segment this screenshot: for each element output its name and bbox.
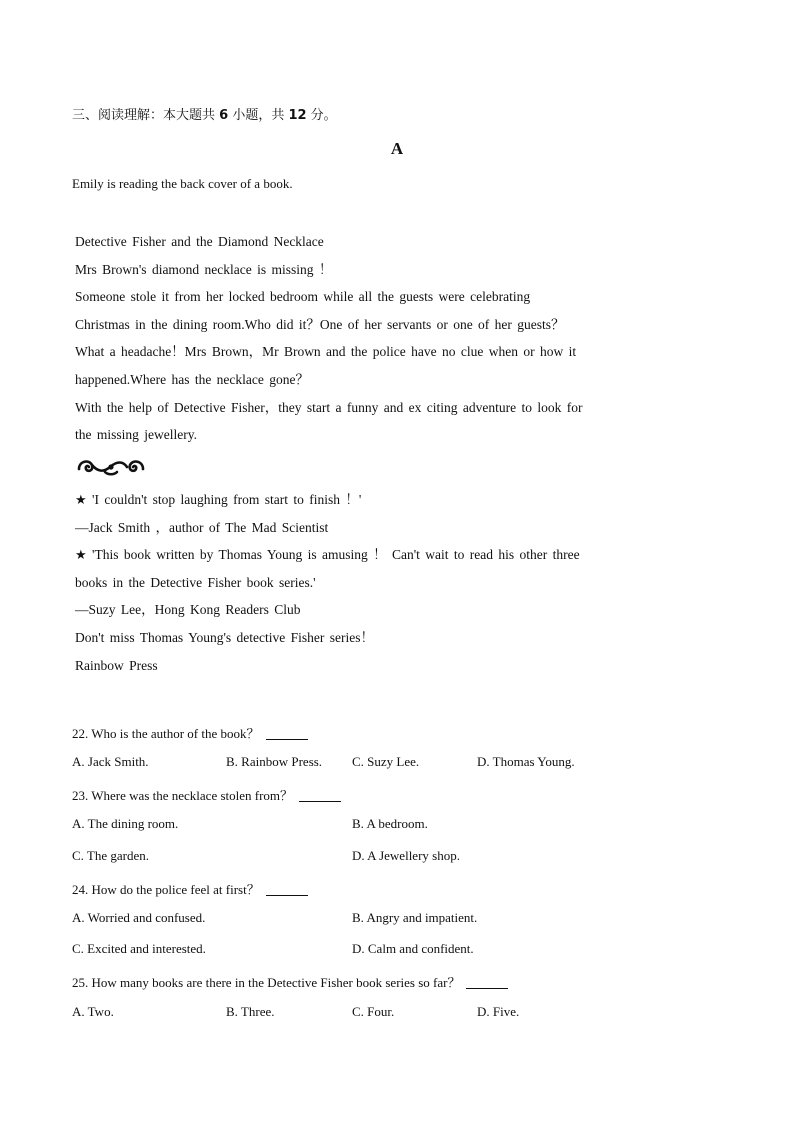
question-23: [72, 785, 341, 804]
passage-intro: Emily is reading the back cover of a book.: [72, 176, 293, 191]
review-quote: [75, 490, 580, 518]
review-quote-text: 'This book written by Thomas Young is amusing ！ Can't wait to read his other three: [86, 547, 580, 563]
star-icon: ★: [75, 493, 87, 508]
scroll-ornament-icon: [75, 456, 147, 478]
question-text: Who is the author of the book？: [88, 726, 260, 741]
publisher: Rainbow Press: [75, 657, 158, 673]
answer-blank[interactable]: [266, 739, 308, 740]
question-text: How do the police feel at first？: [88, 882, 260, 897]
option-a[interactable]: A. The dining room.: [72, 816, 179, 831]
question-count: 6: [219, 108, 229, 123]
question-number: 25.: [72, 975, 89, 990]
cover-line: Someone stole it from her locked bedroom while all the guests were celebrating: [75, 289, 531, 305]
cover-line: Mrs Brown's diamond necklace is missing ！: [75, 261, 333, 277]
cover-line: Christmas in the dining room.Who did it？One of her servants or one of her guests？: [75, 316, 565, 332]
option-c[interactable]: C. The garden.: [72, 848, 150, 863]
cover-line: With the help of Detective Fisher，they start a funny and ex citing adventure to look for: [75, 399, 583, 415]
option-b[interactable]: B. A bedroom.: [352, 816, 428, 831]
review-attribution: —Jack Smith ，author of The Mad Scientist: [75, 519, 329, 535]
question-text: Where was the necklace stolen from？: [88, 788, 294, 803]
option-a[interactable]: A. Jack Smith.: [72, 754, 149, 769]
reviews-section: [75, 490, 580, 683]
question-24: [72, 879, 308, 898]
part-title: A: [390, 139, 404, 158]
total-points: 12: [288, 108, 307, 123]
answer-blank[interactable]: [266, 895, 308, 896]
section-heading: [72, 104, 337, 123]
cover-line: What a headache！Mrs Brown，Mr Brown and the police have no clue when or how it: [75, 344, 577, 360]
book-title: Detective Fisher and the Diamond Necklace: [75, 234, 324, 249]
cover-line: the missing jewellery.: [75, 427, 197, 443]
option-c[interactable]: C. Suzy Lee.: [352, 754, 420, 769]
review-quote-continued: books in the Detective Fisher book series.': [75, 574, 316, 590]
star-icon: ★: [75, 548, 87, 564]
review-quote: [75, 545, 580, 573]
option-c[interactable]: C. Excited and interested.: [72, 941, 206, 956]
section-heading-suffix: 分。: [306, 108, 337, 123]
closing-line: Don't miss Thomas Young's detective Fisher series！: [75, 629, 374, 645]
review-attribution: —Suzy Lee，Hong Kong Readers Club: [75, 602, 301, 618]
option-a[interactable]: A. Worried and confused.: [72, 910, 206, 925]
answer-blank[interactable]: [466, 988, 508, 989]
option-d[interactable]: D. Thomas Young.: [477, 754, 575, 769]
option-d[interactable]: D. Five.: [477, 1004, 520, 1019]
option-c[interactable]: C. Four.: [352, 1004, 395, 1019]
question-number: 24.: [72, 882, 89, 897]
option-d[interactable]: D. Calm and confident.: [352, 941, 474, 956]
answer-blank[interactable]: [299, 801, 341, 802]
option-a[interactable]: A. Two.: [72, 1004, 114, 1019]
option-b[interactable]: B. Rainbow Press.: [226, 754, 323, 769]
option-d[interactable]: D. A Jewellery shop.: [352, 848, 460, 863]
question-number: 22.: [72, 726, 89, 741]
question-25: [72, 972, 508, 991]
question-text: How many books are there in the Detective Fisher book series so far？: [88, 975, 461, 990]
section-heading-prefix: 三、阅读理解：本大题共: [72, 108, 220, 123]
cover-line: happened.Where has the necklace gone？: [75, 371, 310, 387]
back-cover-text: [75, 232, 582, 453]
review-quote-text: 'I couldn't stop laughing from start to finish ！': [86, 492, 362, 507]
option-b[interactable]: B. Angry and impatient.: [352, 910, 478, 925]
section-heading-middle: 小题，共: [228, 108, 289, 123]
question-22: [72, 723, 308, 742]
question-number: 23.: [72, 788, 89, 803]
option-b[interactable]: B. Three.: [226, 1004, 275, 1019]
